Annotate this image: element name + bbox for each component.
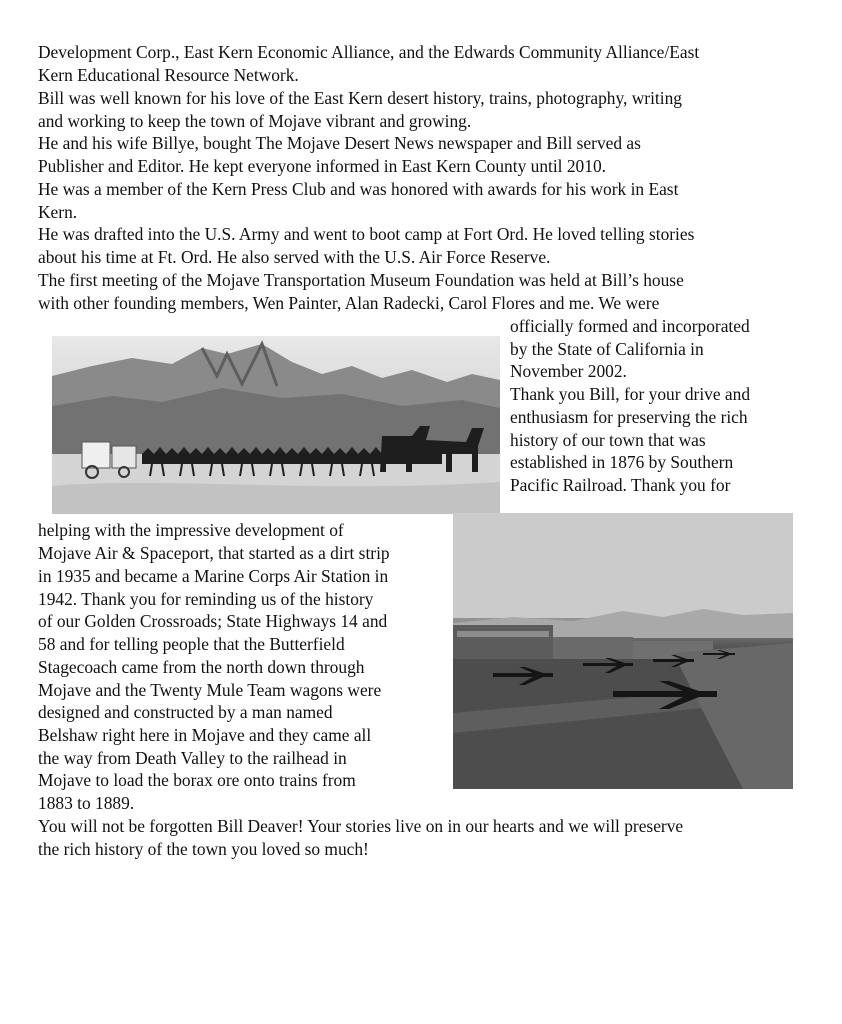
twenty-mule-team-photo (52, 336, 500, 514)
text-line: Stagecoach came from the north down through (38, 657, 365, 677)
text-line: Belshaw right here in Mojave and they came all (38, 725, 372, 745)
text-line: enthusiasm for preserving the rich (510, 407, 748, 427)
text-line: the way from Death Valley to the railhead in (38, 748, 347, 768)
text-line: Publisher and Editor. He kept everyone informed in East Kern County until 2010. (38, 156, 606, 176)
text-line: Mojave and the Twenty Mule Team wagons were (38, 680, 382, 700)
text-line: 1942. Thank you for reminding us of the history (38, 589, 374, 609)
text-line: of our Golden Crossroads; State Highways 14 and (38, 611, 388, 631)
text-line: 58 and for telling people that the Butterfield (38, 634, 345, 654)
text-line: designed and constructed by a man named (38, 702, 333, 722)
text-line: Thank you Bill, for your drive and (510, 384, 751, 404)
text-line: Development Corp., East Kern Economic Alliance, and the Edwards Community Alliance/East (38, 42, 700, 62)
text-line: 1883 to 1889. (38, 793, 135, 813)
text-line: Kern. (38, 202, 78, 222)
text-line: about his time at Ft. Ord. He also served with the U.S. Air Force Reserve. (38, 247, 551, 267)
text-line: The first meeting of the Mojave Transportation Museum Foundation was held at Bill’s house (38, 270, 684, 290)
text-line: history of our town that was (510, 430, 706, 450)
text-line: November 2002. (510, 361, 627, 381)
text-line: He and his wife Billye, bought The Mojave Desert News newspaper and Bill served as (38, 133, 641, 153)
text-line: established in 1876 by Southern (510, 452, 734, 472)
text-line: Mojave Air & Spaceport, that started as a dirt strip (38, 543, 390, 563)
text-line: Bill was well known for his love of the East Kern desert history, trains, photography, writing (38, 88, 682, 108)
text-line: He was drafted into the U.S. Army and went to boot camp at Fort Ord. He loved telling stories (38, 224, 695, 244)
text-line: You will not be forgotten Bill Deaver! Your stories live on in our hearts and we will preserve (38, 816, 684, 836)
text-line: Mojave to load the borax ore onto trains from (38, 770, 356, 790)
text-line: officially formed and incorporated (510, 316, 750, 336)
text-line: with other founding members, Wen Painter, Alan Radecki, Carol Flores and me. We were (38, 293, 660, 313)
text-line: Kern Educational Resource Network. (38, 65, 299, 85)
text-line: Pacific Railroad. Thank you for (510, 475, 731, 495)
text-line: in 1935 and became a Marine Corps Air Station in (38, 566, 389, 586)
text-line: the rich history of the town you loved so much! (38, 839, 369, 859)
text-line: by the State of California in (510, 339, 704, 359)
text-line: and working to keep the town of Mojave vibrant and growing. (38, 111, 472, 131)
airfield-aircraft-photo (453, 513, 793, 789)
text-line: helping with the impressive development of (38, 520, 344, 540)
text-line: He was a member of the Kern Press Club and was honored with awards for his work in East (38, 179, 679, 199)
